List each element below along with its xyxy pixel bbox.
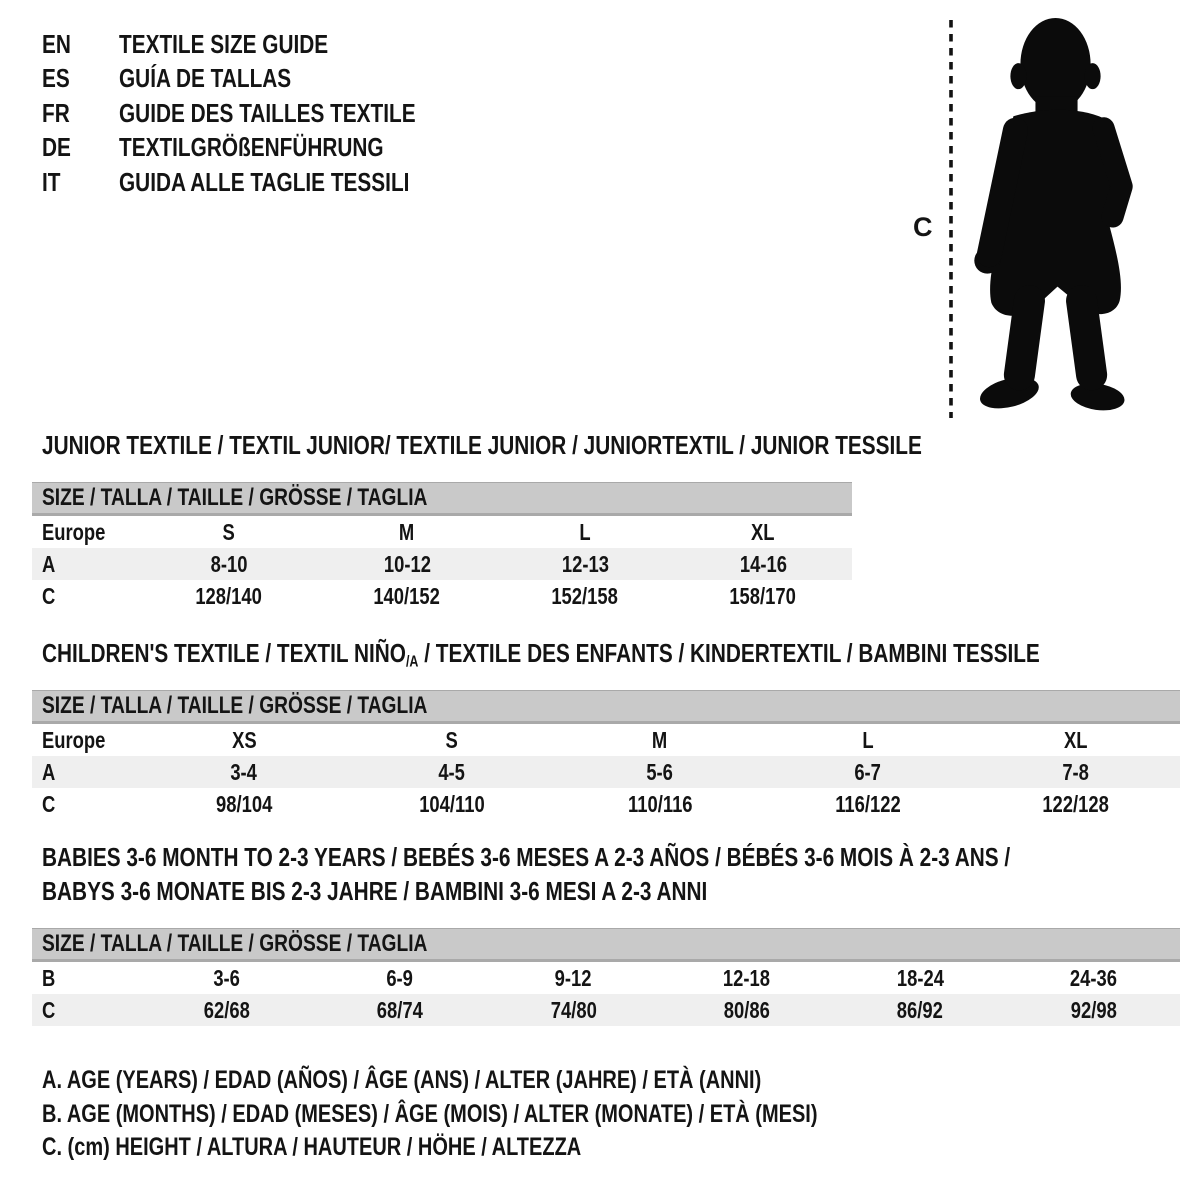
table-cell: 158/170: [729, 582, 797, 609]
babies-size-table: [32, 928, 1180, 1026]
legend-line-a: A. AGE (YEARS) / EDAD (AÑOS) / ÂGE (ANS) / ALTER (JAHRE) / ETÀ (ANNI): [42, 1066, 762, 1095]
language-row: [42, 165, 490, 200]
row-label: C: [42, 582, 56, 609]
table-cell: 98/104: [215, 790, 273, 817]
size-header-bar: [32, 690, 1180, 724]
table-cell: 5-6: [646, 758, 674, 785]
table-cell: 86/92: [896, 996, 943, 1023]
babies-section-title: [42, 840, 1200, 908]
size-header-bar: [32, 928, 1180, 962]
table-cell: 116/122: [835, 790, 901, 817]
children-section-title: [42, 638, 1200, 672]
table-row: [32, 516, 852, 548]
table-cell: 14-16: [739, 550, 787, 577]
row-label: C: [42, 996, 56, 1023]
table-cell: XL: [1064, 726, 1088, 753]
babies-table-rows: [32, 962, 1180, 1026]
language-title: TEXTILE SIZE GUIDE: [119, 28, 329, 59]
table-row: [32, 788, 1180, 820]
legend: [42, 1064, 1011, 1165]
table-cell: 10-12: [383, 550, 431, 577]
language-row: [42, 62, 490, 97]
table-cell: S: [445, 726, 459, 753]
dashed-height-line-icon: [947, 18, 955, 420]
table-cell: 3-4: [230, 758, 258, 785]
children-table-rows: [32, 724, 1180, 820]
table-cell: M: [652, 726, 668, 753]
language-row: [42, 131, 490, 166]
table-cell: 104/110: [419, 790, 485, 817]
size-header-text: SIZE / TALLA / TAILLE / GRÖSSE / TAGLIA: [42, 692, 428, 719]
table-cell: 24-36: [1069, 964, 1117, 991]
table-cell: 4-5: [438, 758, 466, 785]
table-cell: S: [222, 518, 236, 545]
table-cell: 7-8: [1062, 758, 1090, 785]
table-row: [32, 580, 852, 612]
language-title: GUIDE DES TAILLES TEXTILE: [119, 97, 416, 128]
row-label: Europe: [42, 518, 106, 545]
table-row: [32, 994, 1180, 1026]
row-label: B: [42, 964, 56, 991]
table-row: [32, 962, 1180, 994]
junior-size-table: [32, 482, 852, 612]
table-cell: M: [399, 518, 415, 545]
row-label: A: [42, 550, 56, 577]
table-cell: 18-24: [896, 964, 944, 991]
language-code: DE: [42, 132, 71, 163]
table-cell: 92/98: [1070, 996, 1117, 1023]
table-cell: 12-13: [561, 550, 609, 577]
language-code: ES: [42, 63, 70, 94]
language-row: [42, 96, 490, 131]
row-label: Europe: [42, 726, 106, 753]
table-cell: 3-6: [213, 964, 240, 991]
table-cell: L: [862, 726, 874, 753]
junior-table-rows: [32, 516, 852, 612]
junior-section-title: [42, 430, 1142, 461]
language-code: EN: [42, 28, 71, 59]
language-list: [42, 27, 490, 200]
row-label: C: [42, 790, 56, 817]
table-cell: L: [579, 518, 591, 545]
nino-a-subscript: /A: [405, 653, 419, 671]
table-cell: 80/86: [723, 996, 770, 1023]
language-code: FR: [42, 97, 70, 128]
babies-title-line2: BABYS 3-6 MONATE BIS 2-3 JAHRE / BAMBINI 3-6 MESI A 2-3 ANNI: [42, 875, 708, 906]
table-row: [32, 548, 852, 580]
babies-title-line1: BABIES 3-6 MONTH TO 2-3 YEARS / BEBÉS 3-6 MESES A 2-3 AÑOS / BÉBÉS 3-6 MOIS À 2-3 ANS /: [42, 841, 1011, 872]
table-cell: 74/80: [550, 996, 597, 1023]
table-cell: 6-9: [386, 964, 414, 991]
table-cell: 12-18: [723, 964, 771, 991]
table-cell: 140/152: [373, 582, 441, 609]
table-cell: 110/116: [627, 790, 693, 817]
table-cell: 122/128: [1042, 790, 1110, 817]
row-label: A: [42, 758, 56, 785]
size-header-text: SIZE / TALLA / TAILLE / GRÖSSE / TAGLIA: [42, 484, 428, 511]
table-cell: XS: [231, 726, 257, 753]
children-section-title-text: CHILDREN'S TEXTILE / TEXTIL NIÑO/A / TEXTILE DES ENFANTS / KINDERTEXTIL / BAMBINI TESSILE: [42, 638, 1040, 671]
size-header-bar: [32, 482, 852, 516]
table-cell: 68/74: [376, 996, 424, 1023]
legend-line-b: B. AGE (MONTHS) / EDAD (MESES) / ÂGE (MOIS) / ALTER (MONATE) / ETÀ (MESI): [42, 1099, 818, 1128]
table-cell: 9-12: [554, 964, 592, 991]
language-title: GUIDA ALLE TAGLIE TESSILI: [119, 166, 410, 197]
table-cell: 8-10: [210, 550, 248, 577]
size-header-text: SIZE / TALLA / TAILLE / GRÖSSE / TAGLIA: [42, 930, 428, 957]
height-measure-figure: [905, 12, 1165, 428]
children-size-table: [32, 690, 1180, 820]
language-title: GUÍA DE TALLAS: [119, 63, 292, 94]
table-cell: 152/158: [551, 582, 619, 609]
junior-section-title-text: JUNIOR TEXTILE / TEXTIL JUNIOR/ TEXTILE JUNIOR / JUNIORTEXTIL / JUNIOR TESSILE: [42, 430, 922, 460]
table-cell: XL: [751, 518, 775, 545]
table-cell: 128/140: [195, 582, 263, 609]
language-row: [42, 27, 490, 62]
table-row: [32, 756, 1180, 788]
legend-line-c: C. (cm) HEIGHT / ALTURA / HAUTEUR / HÖHE / ALTEZZA: [42, 1133, 582, 1162]
table-cell: 6-7: [854, 758, 882, 785]
language-title: TEXTILGRÖßENFÜHRUNG: [119, 132, 384, 163]
toddler-silhouette-icon: [963, 14, 1143, 420]
table-row: [32, 724, 1180, 756]
language-code: IT: [42, 166, 61, 197]
height-line-label: C: [913, 212, 933, 242]
table-cell: 62/68: [203, 996, 250, 1023]
